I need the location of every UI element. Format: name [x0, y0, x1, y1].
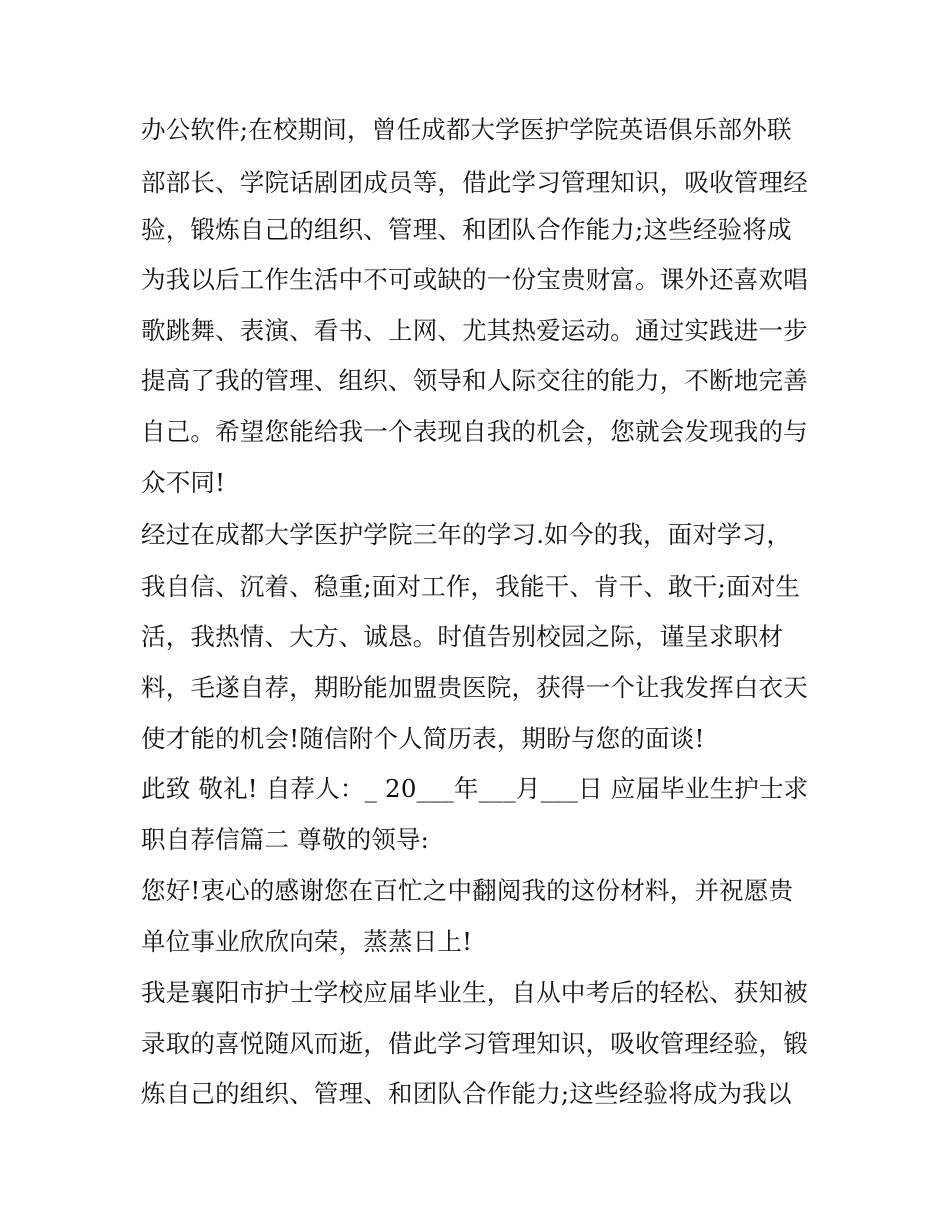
text-line: 录取的喜悦随风而逝，借此学习管理知识，吸收管理经验，锻: [141, 1029, 808, 1058]
text-line: 验，锻炼自己的组织、管理、和团队合作能力;这些经验将成: [141, 215, 792, 244]
text-line: 职自荐信篇二 尊敬的领导:: [141, 825, 430, 854]
text-line: 炼自己的组织、管理、和团队合作能力;这些经验将成为我以: [141, 1079, 792, 1108]
text-line: 此致 敬礼! 自荐人：_ 20___年___月___日 应届毕业生护士求: [141, 774, 809, 803]
text-line: 部部长、学院话剧团成员等，借此学习管理知识，吸收管理经: [141, 168, 808, 197]
text-line: 我是襄阳市护士学校应届毕业生，自从中考后的轻松、获知被: [141, 978, 808, 1007]
text-line: 为我以后工作生活中不可或缺的一份宝贵财富。课外还喜欢唱: [141, 265, 808, 294]
text-line: 使才能的机会!随信附个人简历表，期盼与您的面谈!: [141, 724, 705, 753]
text-line: 自己。希望您能给我一个表现自我的机会，您就会发现我的与: [141, 417, 808, 446]
text-line: 提高了我的管理、组织、领导和人际交往的能力，不断地完善: [141, 366, 808, 395]
text-line: 我自信、沉着、稳重;面对工作，我能干、肯干、敢干;面对生: [141, 572, 801, 601]
text-line: 您好!衷心的感谢您在百忙之中翻阅我的这份材料，并祝愿贵: [141, 876, 794, 905]
text-line: 办公软件;在校期间，曾任成都大学医护学院英语俱乐部外联: [141, 115, 792, 144]
text-line: 料，毛遂自荐，期盼能加盟贵医院，获得一个让我发挥白衣天: [141, 673, 808, 702]
text-line: 单位事业欣欣向荣，蒸蒸日上!: [141, 927, 473, 956]
text-line: 歌跳舞、表演、看书、上网、尤其热爱运动。通过实践进一步: [141, 316, 808, 345]
text-line: 众不同!: [141, 468, 226, 497]
text-line: 活，我热情、大方、诚恳。时值告别校园之际，谨呈求职材: [141, 622, 784, 651]
text-line: 经过在成都大学医护学院三年的学习.如今的我，面对学习，: [141, 520, 792, 549]
